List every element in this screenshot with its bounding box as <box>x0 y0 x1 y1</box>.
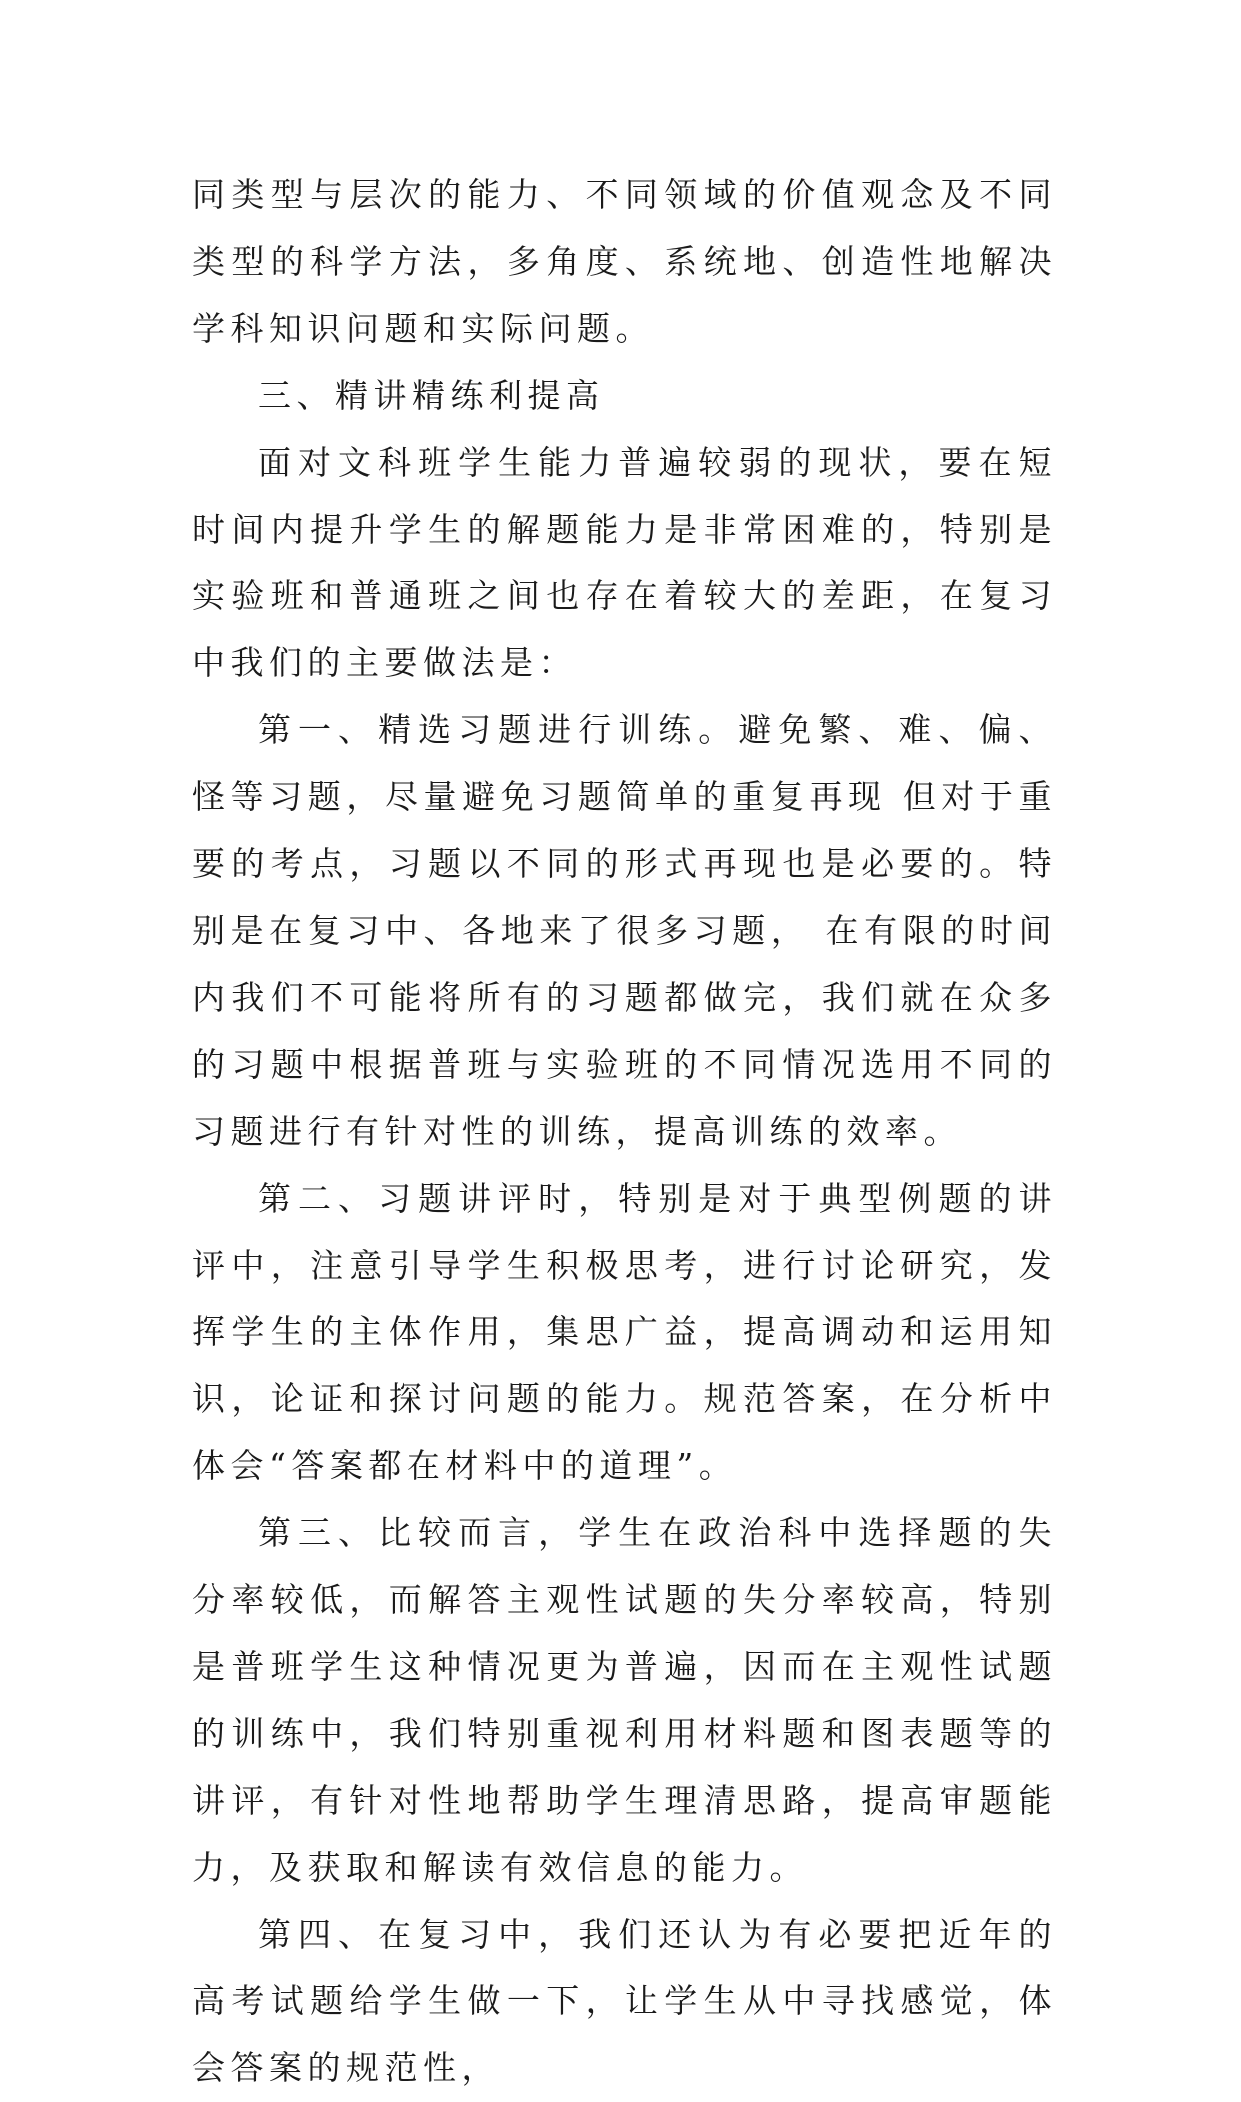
paragraph-point-two: 第二、习题讲评时，特别是对于典型例题的讲评中，注意引导学生积极思考，进行讨论研究，发挥学生的主体作用，集思广益，提高调动和运用知识，论证和探讨问题的能力。规范答案，在分析中体会“答案都在材料中的道理”。 <box>192 1178 1057 1486</box>
paragraph-point-four: 第四、在复习中，我们还认为有必要把近年的高考试题给学生做一下，让学生从中寻找感觉，体会答案的规范性， <box>192 1914 1057 2088</box>
paragraph-continuation: 同类型与层次的能力、不同领域的价值观念及不同类型的科学方法，多角度、系统地、创造性地解决学科知识问题和实际问题。 <box>192 175 1057 348</box>
section-heading: 三、精讲精练利提高 <box>258 375 605 415</box>
paragraph-point-one: 第一、精选习题进行训练。避免繁、难、偏、怪等习题，尽量避免习题简单的重复再现 但对于重要的考点，习题以不同的形式再现也是必要的。特别是在复习中、各地来了很多习题， 在有限的时间内我们不可能将所有的习题都做完，我们就在众多的习题中根据普班与实验班的不同情况选用不同的习题进行有针对性的训练，提高训练的效率。 <box>192 710 1057 1151</box>
paragraph-intro: 面对文科班学生能力普遍较弱的现状，要在短时间内提升学生的解题能力是非常困难的，特别是实验班和普通班之间也存在着较大的差距，在复习中我们的主要做法是： <box>192 442 1057 683</box>
paragraph-point-three: 第三、比较而言，学生在政治科中选择题的失分率较低，而解答主观性试题的失分率较高，特别是普班学生这种情况更为普遍，因而在主观性试题的训练中，我们特别重视利用材料题和图表题等的讲评，有针对性地帮助学生理清思路，提高审题能力，及获取和解读有效信息的能力。 <box>192 1513 1057 1887</box>
document-body <box>192 162 1057 2102</box>
